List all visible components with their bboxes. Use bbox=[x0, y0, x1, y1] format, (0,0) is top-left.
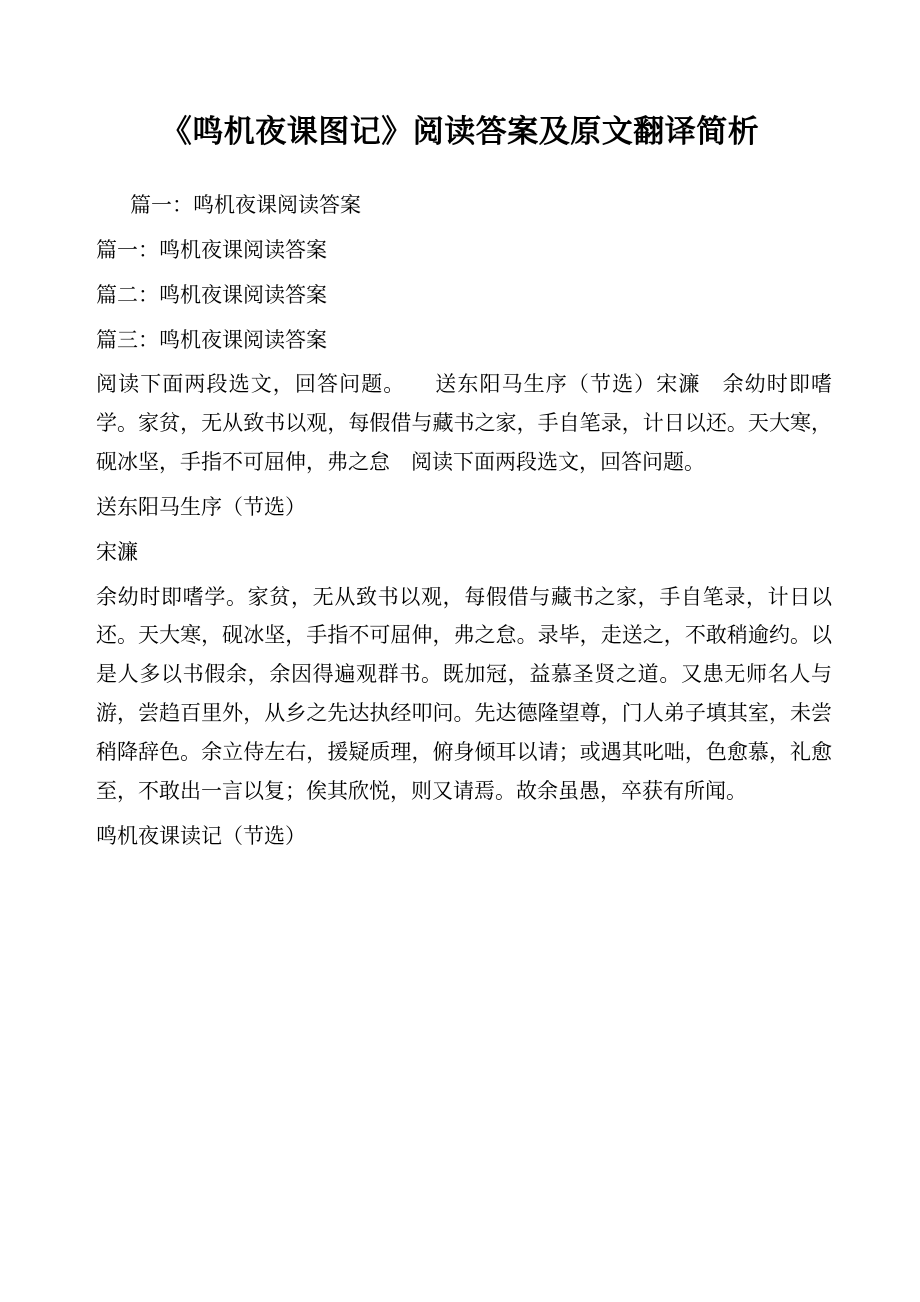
paragraph: 阅读下面两段选文，回答问题。 送东阳马生序（节选）宋濂 余幼时即嗜学。家贫，无从致书以观，每假借与藏书之家，手自笔录，计日以还。天大寒，砚冰坚，手指不可屈伸，弗之怠 阅读下面两段选文，回答问题。 bbox=[96, 372, 832, 475]
paragraph: 篇三：鸣机夜课阅读答案 bbox=[96, 327, 327, 352]
paragraph: 余幼时即嗜学。家贫，无从致书以观，每假借与藏书之家，手自笔录，计日以还。天大寒，砚冰坚，手指不可屈伸，弗之怠。录毕，走送之，不敢稍逾约。以是人多以书假余，余因得遍观群书。既加冠，益慕圣贤之道。又患无师名人与游，尝趋百里外，从乡之先达执经叩问。先达德隆望尊，门人弟子填其室，未尝稍降辞色。余立侍左右，援疑质理，俯身倾耳以请；或遇其叱咄，色愈慕，礼愈至，不敢出一言以复；俟其欣悦，则又请焉。故余虽愚，卒获有所闻。 bbox=[96, 584, 832, 803]
paragraph: 送东阳马生序（节选） bbox=[96, 494, 306, 519]
paragraph: 篇二：鸣机夜课阅读答案 bbox=[96, 282, 327, 307]
page-title: 《鸣机夜课图记》阅读答案及原文翻译简析 bbox=[160, 114, 760, 150]
paragraph: 宋濂 bbox=[96, 539, 138, 564]
paragraph: 鸣机夜课读记（节选） bbox=[96, 823, 306, 848]
document-body bbox=[88, 186, 832, 856]
paragraph: 篇一：鸣机夜课阅读答案 bbox=[130, 193, 361, 218]
paragraph: 篇一：鸣机夜课阅读答案 bbox=[96, 237, 327, 262]
